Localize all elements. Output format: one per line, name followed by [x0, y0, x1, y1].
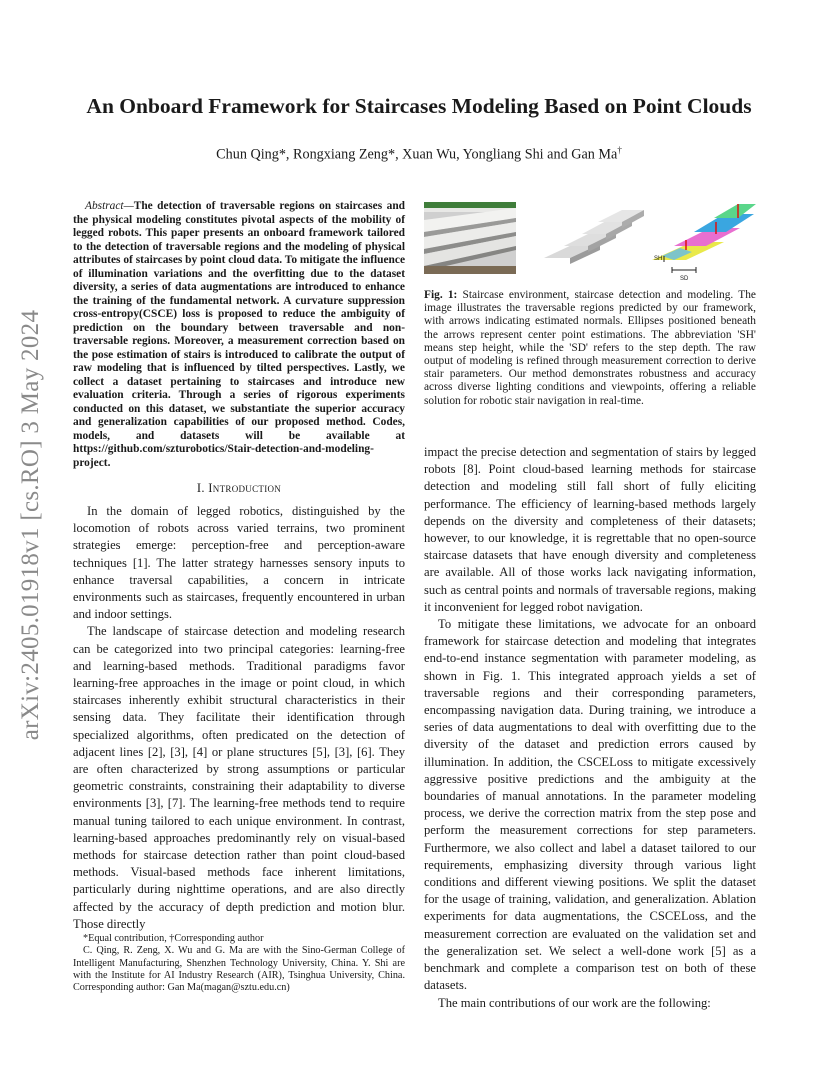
- section-title: Introduction: [208, 481, 282, 495]
- caption-text: Staircase environment, staircase detection and modeling. The image illustrates the traversable regions predicted by our framework, with arrows indicating estimated normals. Ellipses positioned beneath the arrows represent center point estimations. The abbreviation 'SH' means step height, while the 'SD' refers to the step depth. The raw output of modeling is refined through measurement correction to derive stair parameters. Our method demonstrates robustness and accuracy across diverse lighting conditions and viewpoints, offering a reliable solution for robotic stair navigation in real-time.: [424, 289, 756, 407]
- right-paragraph-1: impact the precise detection and segmentation of stairs by legged robots [8]. Point cloud-based learning methods for staircase detection and modeling still fall short of fully eliciting performance. The efficiency of learning-based methods largely depends on the diversity and completeness of their datasets; however, to our knowledge, it is regrettable that no open-source staircase datasets that have enough diversity and completeness are available. All of those works lack navigating information, such as central points and normals of traversable regions, making it inconvenient for legged robot navigation.: [424, 445, 756, 614]
- right-paragraph-2: To mitigate these limitations, we advocate for an onboard framework for staircase detection and modeling that integrates end-to-end instance segmentation with parameter modeling, as shown in Fig. 1. This integrated approach yields a set of traversable regions and their corresponding parameters, encompassing navigation data. During training, we introduce a series of data augmentations to deal with overfitting due to the diversity of the dataset and prediction errors caused by illumination. In addition, the CSCELoss to mitigate excessively aggressive positive predictions and the ambiguity at the boundaries of manual annotations. In the parameter modeling process, we derive the correction matrix from the step pose and perform the measurement corrections for step parameters. Furthermore, we also collect and label a dataset tailored to our requirements, emphasizing diversity through various light conditions and different viewing positions. We split the dataset for the usage of training, validation, and generalization. Ablation experiments for data augmentations, the CSCELoss, and the measurement correction are evaluated on the validation set and the generalization set. We select a well-done work [5] as a benchmark and complete a comparison test on both of these datasets.: [424, 617, 756, 993]
- footnote-equal-contribution: *Equal contribution, †Corresponding author: [83, 933, 264, 944]
- footnotes: [73, 933, 405, 994]
- author-list: [60, 145, 778, 164]
- figure-1-caption: [424, 289, 756, 408]
- arxiv-identifier-text: arXiv:2405.01918v1 [cs.RO] 3 May 2024: [17, 309, 44, 741]
- point-cloud-stairs: [544, 210, 644, 264]
- abstract-lead: Abstract—: [85, 200, 134, 212]
- abstract: [73, 200, 405, 470]
- intro-paragraph-1: In the domain of legged robotics, distinguished by the locomotion of robots across varied terrains, two prominent strategies emerge: perception-free and perception-aware techniques [1]. The latter strategy harnesses sensory inputs to enhance traversal capabilities, a concern in intricate environments such as staircases, frequently encountered in urban and indoor settings.: [73, 504, 405, 622]
- sh-label: SH: [654, 256, 663, 262]
- corresponding-mark: †: [617, 145, 622, 155]
- figure-1-illustration: [424, 200, 756, 286]
- figure-1: [424, 200, 756, 286]
- paper-title: An Onboard Framework for Staircases Modeling Based on Point Clouds: [86, 94, 752, 118]
- caption-label: Fig. 1:: [424, 289, 458, 301]
- stair-photo: [424, 202, 516, 274]
- section-numeral: I.: [196, 481, 205, 495]
- intro-paragraph-2: The landscape of staircase detection and modeling research can be categorized into two principal categories: learning-free and learning-based methods. Traditional paradigms favor learning-free approaches in the image or point cloud, in which staircases inherently exhibit structural characteristics in their sensing data. They facilitate their identification through specialized algorithms, often predicated on the detection of adjacent lines [2], [3], [4] or plane structures [5], [3], [6]. They are often characterized by strong assumptions or particular geometric constraints, constraining their adaptability to diverse environments [3], [7]. The learning-free methods tend to require manual tuning tailored to each unique environment. In contrast, learning-based approaches predominantly rely on visual-based methods for staircase detection rather than point cloud-based methods. Visual-based methods face inherent limitations, particularly during nighttime operations, and are also directly affected by the accuracy of depth prediction and motion blur. Those directly: [73, 624, 405, 931]
- sd-label: SD: [680, 276, 689, 282]
- segmented-stairs: [652, 204, 756, 282]
- arxiv-identifier: [14, 290, 48, 760]
- right-column-body: [424, 444, 756, 1012]
- section-heading-introduction: [73, 481, 405, 496]
- abstract-text: The detection of traversable regions on staircases and the physical modeling constitutes pivotal aspects of the mobility of legged robots. This paper presents an onboard framework tailored to the detection of traversable regions and the modeling of physical attributes of staircases by point cloud data. To mitigate the influence of illumination variations and the overfitting due to the dataset diversity, a series of data augmentations are introduced to enhance the training of the fundamental network. A curvature suppression cross-entropy(CSCE) loss is proposed to reduce the ambiguity of prediction on the boundary between traversable and non-traversable regions. Moreover, a measurement correction based on the pose estimation of stairs is introduced to calibrate the output of raw modeling that is influenced by tilted perspectives. Lastly, we collect a dataset pertaining to staircases and introduce new evaluation criteria. Through a series of rigorous experiments conducted on this dataset, we substantiate the superior accuracy and generalization capabilities of our proposed method. Codes, models, and datasets will be available at https://github.com/szturobotics/Stair-detection-and-modeling-project.: [73, 200, 405, 469]
- footnote-affiliations: C. Qing, R. Zeng, X. Wu and G. Ma are with the Sino-German College of Intelligent Manufacturing, Shenzhen Technology University, China. Y. Shi are with the Institute for AI Industry Research (AIR), Tsinghua University, China. Corresponding author: Gan Ma(magan@sztu.edu.cn): [73, 945, 405, 994]
- left-column: [73, 200, 405, 933]
- right-paragraph-3: The main contributions of our work are the following:: [438, 995, 711, 1010]
- author-names: Chun Qing*, Rongxiang Zeng*, Xuan Wu, Yongliang Shi and Gan Ma: [216, 146, 618, 163]
- right-column-figure: [424, 200, 756, 408]
